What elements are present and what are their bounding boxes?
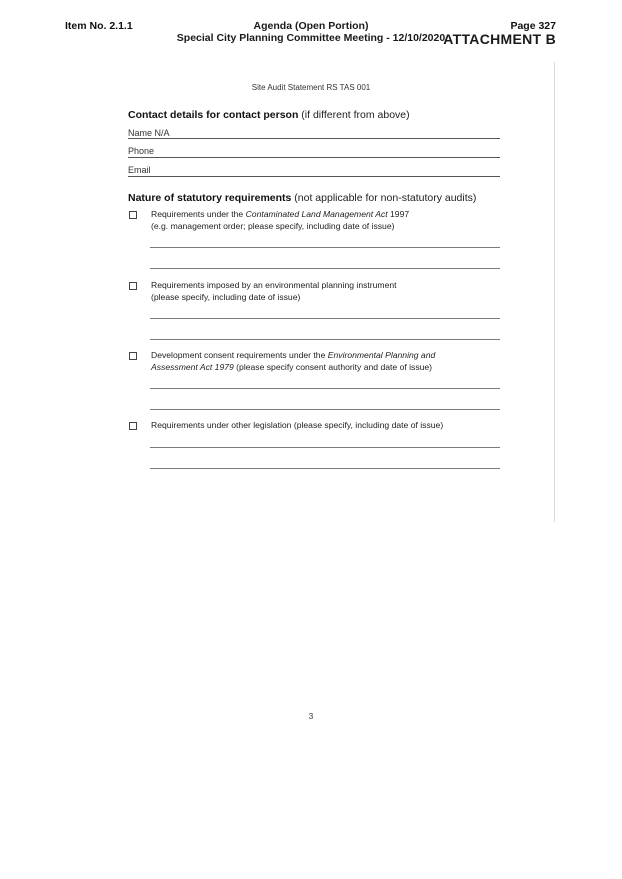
meeting-title: Special City Planning Committee Meeting - 12/10/2020 (176, 32, 446, 44)
req3-line-2 (150, 409, 500, 410)
req3-act-name-2: Assessment Act 1979 (151, 362, 234, 372)
statutory-heading-note: (not applicable for non-statutory audits) (294, 192, 477, 204)
page-number: 3 (308, 712, 314, 721)
req3-act-name-1: Environmental Planning and (327, 350, 436, 360)
req1-year: 1997 (387, 209, 410, 219)
item-number: Item No. 2.1.1 (65, 20, 133, 32)
req2-detail: (please specify, including date of issue) (151, 292, 301, 302)
phone-field-line (128, 157, 500, 158)
attachment-label: ATTACHMENT B (443, 31, 556, 47)
req4-text: Requirements under other legislation (please specify, including date of issue) (151, 420, 444, 430)
phone-field-label: Phone (128, 146, 155, 156)
agenda-title: Agenda (Open Portion) (253, 20, 369, 32)
page-label: Page 327 (510, 20, 556, 32)
req3-line-1 (150, 388, 500, 389)
checkbox-contaminated-land[interactable] (129, 211, 137, 219)
contact-heading (128, 109, 410, 121)
req1-line-2 (150, 268, 500, 269)
req2-line-1 (150, 318, 500, 319)
checkbox-planning-instrument[interactable] (129, 282, 137, 290)
req3-detail: (please specify consent authority and date of issue) (233, 362, 433, 372)
document-subtitle: Site Audit Statement RS TAS 001 (251, 83, 371, 92)
requirement-development-consent (151, 349, 511, 373)
scan-edge-divider (554, 62, 555, 522)
name-field-line (128, 138, 500, 139)
req4-line-1 (150, 447, 500, 448)
email-field-line (128, 176, 500, 177)
req3-text-pre: Development consent requirements under the (151, 350, 328, 360)
email-field-label: Email (128, 165, 151, 175)
checkbox-development-consent[interactable] (129, 352, 137, 360)
req1-detail: (e.g. management order; please specify, including date of issue) (151, 221, 395, 231)
checkbox-other-legislation[interactable] (129, 422, 137, 430)
requirement-contaminated-land (151, 208, 511, 232)
req4-line-2 (150, 468, 500, 469)
statutory-heading (128, 192, 476, 204)
requirement-other-legislation (151, 419, 511, 431)
contact-heading-note: (if different from above) (301, 109, 410, 121)
req2-line-2 (150, 339, 500, 340)
name-field-label: Name N/A (128, 128, 170, 138)
req2-text: Requirements imposed by an environmental planning instrument (151, 280, 397, 290)
req1-line-1 (150, 247, 500, 248)
req1-act-name: Contaminated Land Management Act (245, 209, 388, 219)
requirement-planning-instrument (151, 279, 511, 303)
req1-text-pre: Requirements under the (151, 209, 246, 219)
statutory-heading-bold: Nature of statutory requirements (128, 192, 292, 204)
contact-heading-bold: Contact details for contact person (128, 109, 299, 121)
